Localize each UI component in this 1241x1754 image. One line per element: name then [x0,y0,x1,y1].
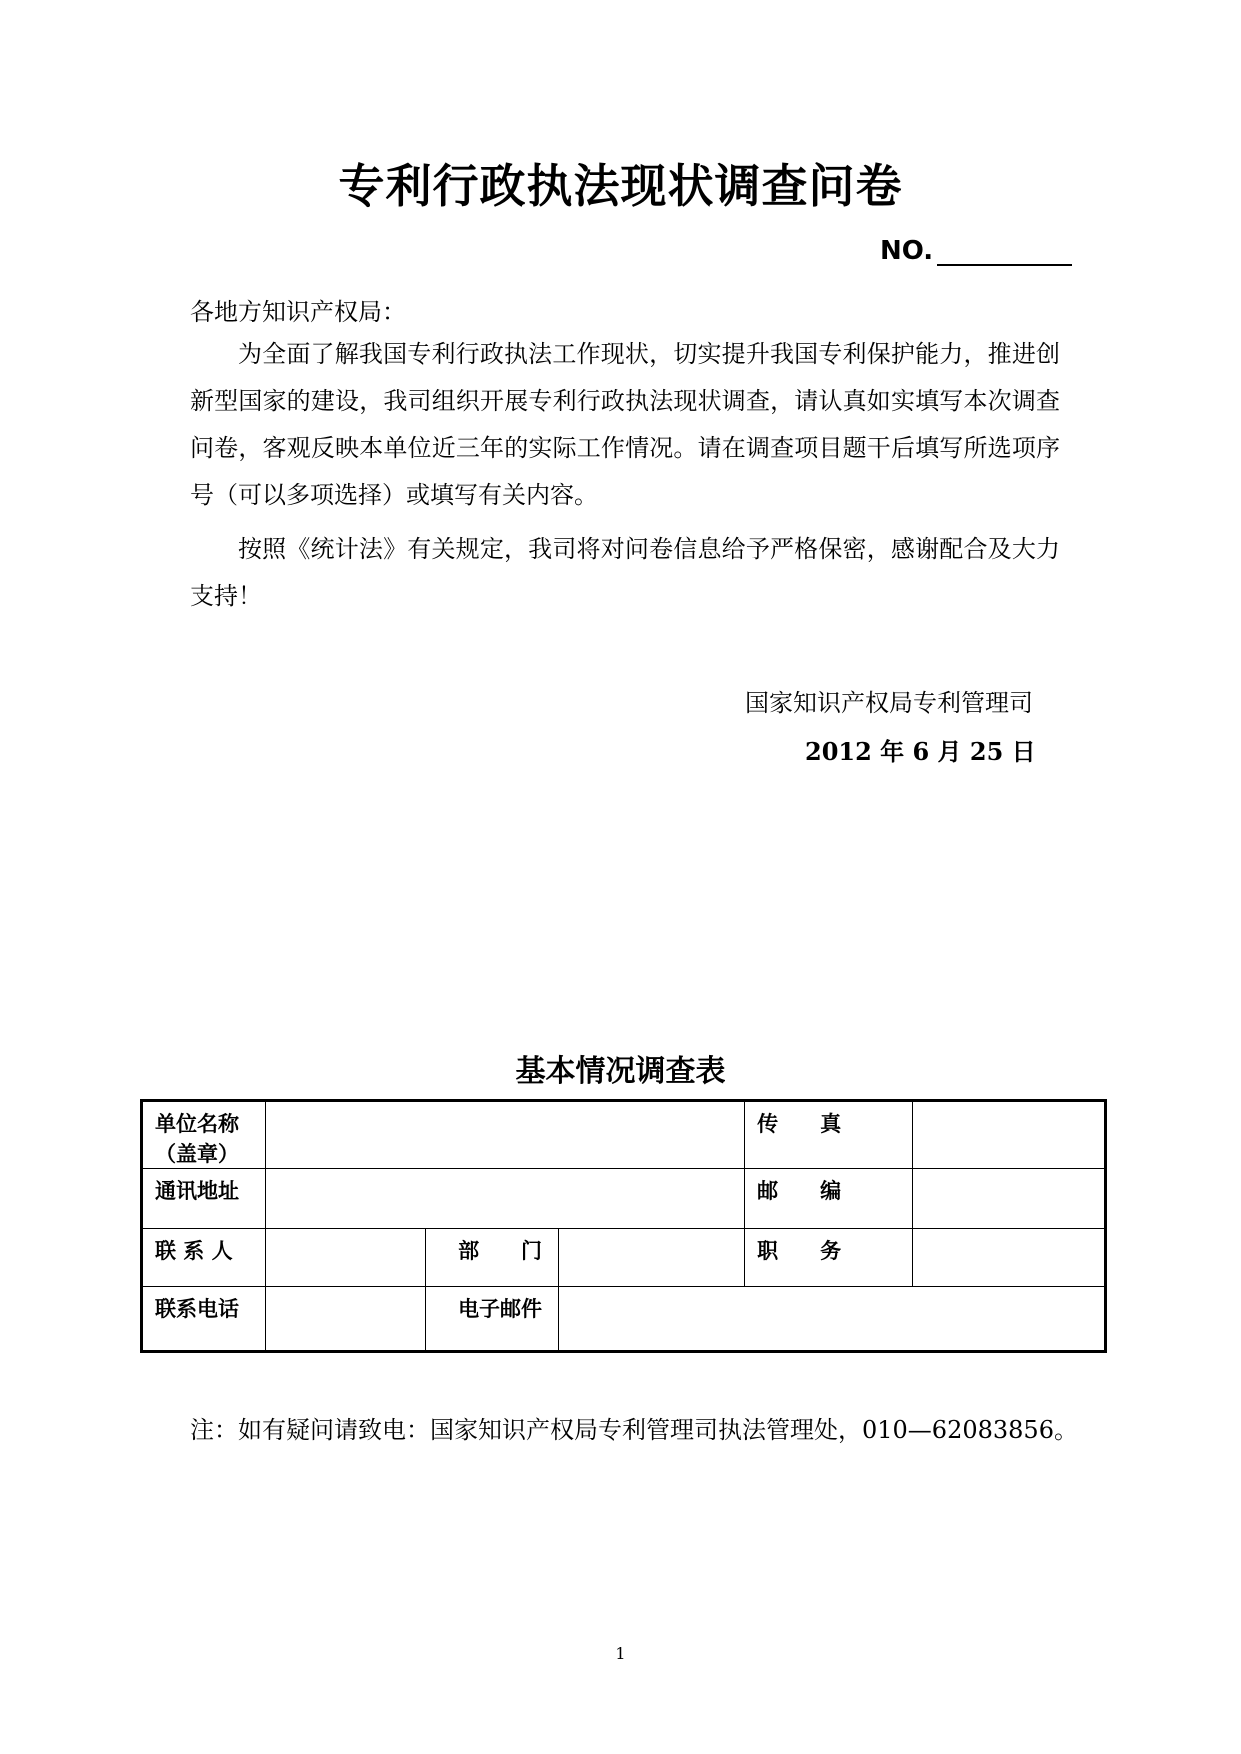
page-number: 1 [615,1644,626,1663]
form-row-address [142,1169,1106,1229]
phone-label: 联系电话 [142,1287,266,1352]
contact-label: 联 系 人 [142,1229,266,1287]
unit-name-label-cell [142,1101,266,1169]
phone-field[interactable] [265,1287,425,1352]
department-field[interactable] [558,1229,744,1287]
position-field[interactable] [912,1229,1105,1287]
form-row-contact [142,1229,1106,1287]
form-row-phone [142,1287,1106,1352]
document-title: 专利行政执法现状调查问卷 [338,159,903,213]
form-row-unit [142,1101,1106,1169]
postcode-field[interactable] [912,1169,1105,1229]
email-label: 电子邮件 [426,1287,559,1352]
address-field[interactable] [265,1169,744,1229]
issue-date: 2012 年 6 月 25 日 [805,737,1036,766]
serial-number-blank[interactable] [937,240,1072,266]
address-label: 通讯地址 [142,1169,266,1229]
serial-number-field [880,236,1072,266]
unit-name-field[interactable] [265,1101,744,1169]
signer: 国家知识产权局专利管理司 [745,689,1033,717]
body-paragraph-2: 按照《统计法》有关规定，我司将对问卷信息给予严格保密，感谢配合及大力支持！ [190,535,1060,610]
serial-number-label: NO. [880,236,934,266]
unit-name-label: 单位名称 [155,1111,239,1136]
position-label: 职 务 [745,1229,913,1287]
postcode-label: 邮 编 [745,1169,913,1229]
fax-label: 传 真 [745,1101,913,1169]
unit-name-sublabel: （盖章） [155,1141,239,1166]
fax-field[interactable] [912,1101,1105,1169]
email-field[interactable] [558,1287,1105,1352]
form-title: 基本情况调查表 [515,1054,726,1089]
salutation: 各地方知识产权局： [190,298,406,326]
body-paragraph-1: 为全面了解我国专利行政执法工作现状，切实提升我国专利保护能力，推进创新型国家的建设，我司组织开展专利行政执法现状调查，请认真如实填写本次调查问卷，客观反映本单位近三年的实际工作情况。请在调查项目题干后填写所选项序号（可以多项选择）或填写有关内容。 [190,340,1060,509]
department-label: 部 门 [426,1229,559,1287]
contact-field[interactable] [265,1229,425,1287]
basic-info-form [140,1099,1107,1353]
contact-note: 注：如有疑问请致电：国家知识产权局专利管理司执法管理处，010—62083856。 [190,1416,1078,1444]
